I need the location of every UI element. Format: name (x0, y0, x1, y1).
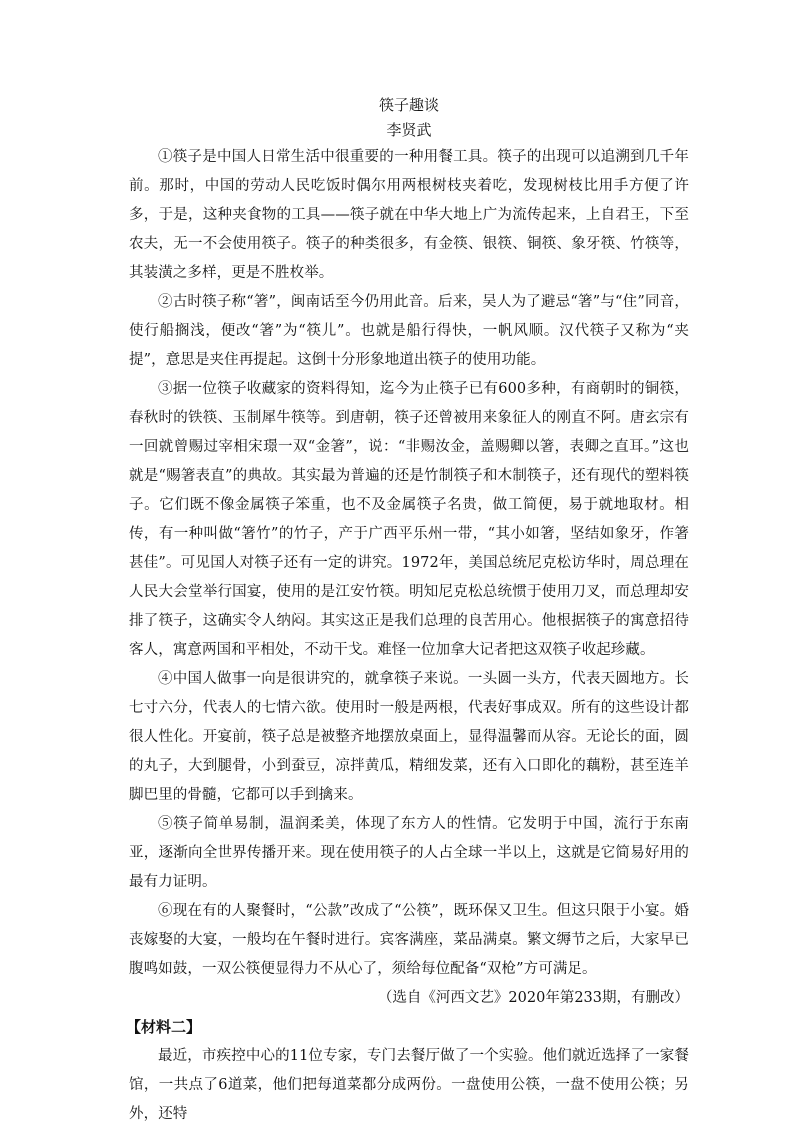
paragraph-3: ③据一位筷子收藏家的资料得知，迄今为止筷子已有600多种，有商朝时的铜筷，春秋时的铁筷、玉制犀牛筷等。到唐朝，筷子还曾被用来象征人的刚直不阿。唐玄宗有一回就曾赐过宰相宋璟一双“金箸”，说：“非赐汝金，盖赐卿以箸，表卿之直耳。”这也就是“赐箸表直”的典故。其实最为普遍的还是竹制筷子和木制筷子，还有现代的塑料筷子。它们既不像金属筷子笨重，也不及金属筷子名贵，做工简便，易于就地取材。相传，有一种叫做“箸竹”的竹子，产于广西平乐州一带，“其小如箸，坚结如象牙，作箸甚佳”。可见国人对筷子还有一定的讲究。1972年，美国总统尼克松访华时，周总理在人民大会堂举行国宴，使用的是江安竹筷。明知尼克松总统惯于使用刀叉，而总理却安排了筷子，这确实令人纳闷。其实这正是我们总理的良苦用心。他根据筷子的寓意招待客人，寓意两国和平相处，不动干戈。难怪一位加拿大记者把这双筷子收起珍藏。 (129, 381, 689, 658)
article-title: 筷子趣谈 (378, 96, 439, 114)
article-source: （选自《河西文艺》2020年第233期，有删改） (377, 990, 689, 1006)
paragraph-5: ⑤筷子简单易制，温润柔美，体现了东方人的性情。它发明于中国，流行于东南亚，逐渐向全世界传播开来。现在使用筷子的人占全球一半以上，这就是它简易好用的最有力证明。 (129, 816, 689, 890)
paragraph-4: ④中国人做事一向是很讲究的，就拿筷子来说。一头圆一头方，代表天圆地方。长七寸六分，代表人的七情六欲。使用时一般是两根，代表好事成双。所有的这些设计都很人性化。开宴前，筷子总是被整齐地摆放桌面上，显得温馨而从容。无论长的面，圆的丸子，大到腿骨，小到蚕豆，凉拌黄瓜，精细发菜，还有入口即化的藕粉，甚至连羊脚巴里的骨髓，它都可以手到擒来。 (129, 671, 689, 803)
document-content (126, 93, 689, 1129)
paragraph-1: ①筷子是中国人日常生活中很重要的一种用餐工具。筷子的出现可以追溯到几千年前。那时，中国的劳动人民吃饭时偶尔用两根树枝夹着吃，发现树枝比用手方便了许多，于是，这种夹食物的工具——筷子就在中华大地上广为流传起来，上自君王，下至农夫，无一不会使用筷子。筷子的种类很多，有金筷、银筷、铜筷、象牙筷、竹筷等，其装潢之多样，更是不胜枚举。 (129, 149, 689, 281)
paragraph-2: ②古时筷子称“箸”，闽南话至今仍用此音。后来，吴人为了避忌“箸”与“住”同音，使行船搁浅，便改“箸”为“筷儿”。也就是船行得快，一帆风顺。汉代筷子又称为“夹提”，意思是夹住再提起。这倒十分形象地道出筷子的使用功能。 (129, 294, 689, 368)
article-author: 李贤武 (386, 121, 432, 139)
paragraph-6: ⑥现在有的人聚餐时，“公款”改成了“公筷”，既环保又卫生。但这只限于小宴。婚丧嫁娶的大宴，一般均在午餐时进行。宾客满座，菜品满桌。繁文缛节之后，大家早已腹鸣如鼓，一双公筷便显得力不从心了，须给每位配备“双枪”方可满足。 (129, 903, 689, 977)
material-two-heading: 【材料二】 (126, 1018, 202, 1036)
material-two-paragraph-1: 最近，市疾控中心的11位专家，专门去餐厅做了一个实验。他们就近选择了一家餐馆，一共点了6道菜，他们把每道菜都分成两份。一盘使用公筷，一盘不使用公筷；另外，还特 (129, 1048, 689, 1122)
